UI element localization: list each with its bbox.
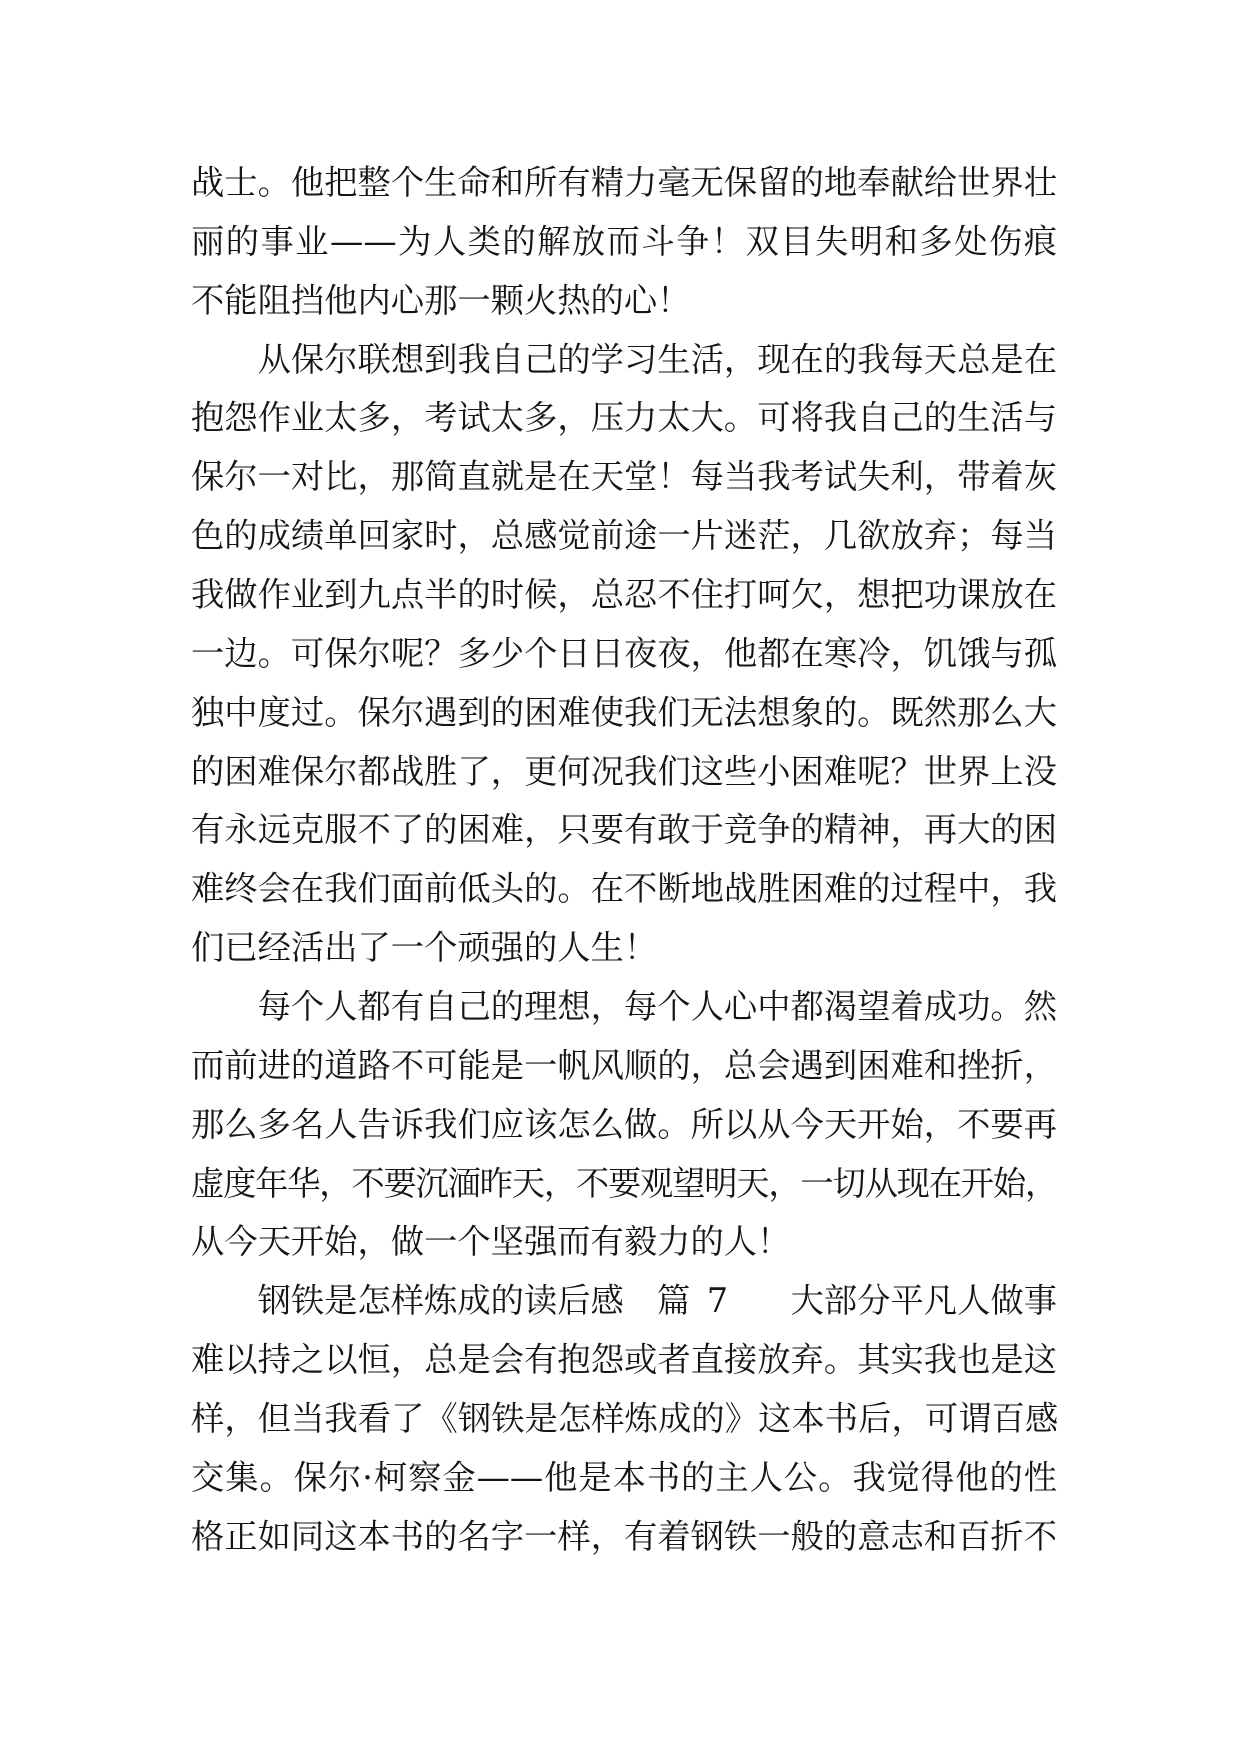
text-line: 保尔一对比，那简直就是在天堂！每当我考试失利，带着灰 (191, 457, 1057, 497)
text-line: 们已经活出了一个顽强的人生！ (191, 928, 658, 968)
paragraph (191, 154, 1057, 331)
paragraph (191, 331, 1057, 978)
text-line: 虚度年华，不要沉湎昨天，不要观望明天，一切从现在开始， (191, 1163, 1057, 1203)
text-line: 不能阻挡他内心那一颗火热的心！ (191, 280, 691, 320)
text-line: 而前进的道路不可能是一帆风顺的，总会遇到困难和挫折， (191, 1045, 1057, 1085)
paragraph (191, 978, 1057, 1272)
text-line: 独中度过。保尔遇到的困难使我们无法想象的。既然那么大 (191, 692, 1057, 732)
text-line: 的困难保尔都战胜了，更何况我们这些小困难呢？世界上没 (191, 751, 1057, 791)
paragraph (191, 1272, 1057, 1566)
text-line: 难终会在我们面前低头的。在不断地战胜困难的过程中，我 (191, 869, 1057, 909)
text-line: 大部分平凡人做事 (790, 1281, 1057, 1321)
text-line: 我做作业到九点半的时候，总忍不住打呵欠，想把功课放在 (191, 575, 1057, 615)
article-title: 钢铁是怎样炼成的读后感 篇 7 (257, 1281, 729, 1321)
text-line: 从保尔联想到我自己的学习生活，现在的我每天总是在 (257, 339, 1057, 379)
text-line: 每个人都有自己的理想，每个人心中都渴望着成功。然 (257, 987, 1057, 1027)
text-line: 样，但当我看了《钢铁是怎样炼成的》这本书后，可谓百感 (191, 1399, 1057, 1439)
text-line: 格正如同这本书的名字一样，有着钢铁一般的意志和百折不 (191, 1516, 1057, 1556)
text-line: 色的成绩单回家时，总感觉前途一片迷茫，几欲放弃；每当 (191, 516, 1057, 556)
text-line: 丽的事业——为人类的解放而斗争！双目失明和多处伤痕 (191, 221, 1057, 261)
title-line (191, 1272, 1057, 1331)
text-line: 那么多名人告诉我们应该怎么做。所以从今天开始，不要再 (191, 1104, 1057, 1144)
text-line: 难以持之以恒，总是会有抱怨或者直接放弃。其实我也是这 (191, 1340, 1057, 1380)
text-line: 战士。他把整个生命和所有精力毫无保留的地奉献给世界壮 (191, 163, 1057, 202)
body-text (191, 154, 1057, 1567)
text-line: 从今天开始，做一个坚强而有毅力的人！ (191, 1222, 791, 1262)
text-line: 抱怨作业太多，考试太多，压力太大。可将我自己的生活与 (191, 398, 1057, 438)
text-line: 有永远克服不了的困难，只要有敢于竞争的精神，再大的困 (191, 810, 1057, 850)
text-line: 一边。可保尔呢？多少个日日夜夜，他都在寒冷，饥饿与孤 (191, 633, 1057, 673)
text-line: 交集。保尔·柯察金——他是本书的主人公。我觉得他的性 (191, 1457, 1057, 1497)
